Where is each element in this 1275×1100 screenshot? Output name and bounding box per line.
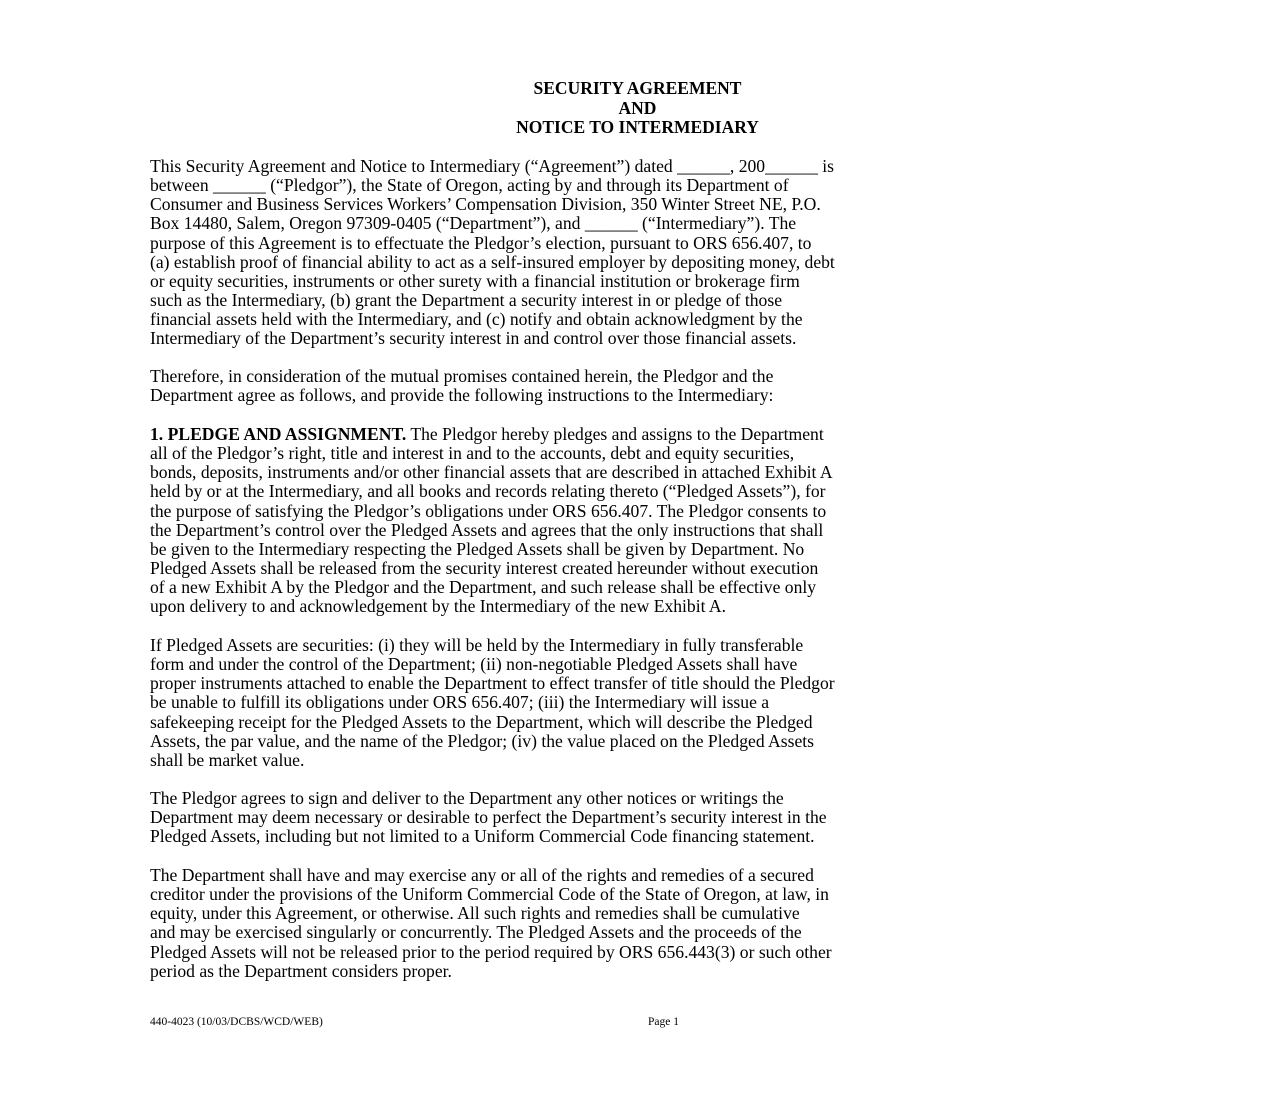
paragraph-text: The Pledgor hereby pledges and assigns to the Department <box>406 424 824 444</box>
paragraph-line: creditor under the provisions of the Uniform Commercial Code of the State of Oregon, at law, in <box>150 884 829 905</box>
intro-paragraph <box>150 157 1140 349</box>
title-line: SECURITY AGREEMENT <box>533 78 742 98</box>
paragraph-line: the Department’s control over the Pledged Assets and agrees that the only instructions that shall <box>150 519 824 540</box>
paragraph-line: purpose of this Agreement is to effectuate the Pledgor’s election, pursuant to ORS 656.407, to <box>150 232 812 253</box>
paragraph-line: equity, under this Agreement, or otherwise. All such rights and remedies shall be cumulative <box>150 903 800 924</box>
paragraph-line: between ______ (“Pledgor”), the State of Oregon, acting by and through its Department of <box>150 175 789 196</box>
paragraph-line: or equity securities, instruments or other surety with a financial institution or brokerage firm <box>150 270 800 291</box>
paragraph-line: bonds, deposits, instruments and/or other financial assets that are described in attached Exhibit A <box>150 462 833 483</box>
notices-paragraph <box>150 789 1140 846</box>
paragraph-line: Department may deem necessary or desirable to perfect the Department’s security interest in the <box>150 807 827 828</box>
paragraph-line: all of the Pledgor’s right, title and interest in and to the accounts, debt and equity securities, <box>150 443 795 464</box>
paragraph-line: (a) establish proof of financial ability to act as a self-insured employer by depositing money, debt <box>150 251 835 272</box>
paragraph-line: held by or at the Intermediary, and all books and records relating thereto (“Pledged Assets”), for <box>150 481 826 502</box>
paragraph-line: the purpose of satisfying the Pledgor’s obligations under ORS 656.407. The Pledgor consents to <box>150 500 827 521</box>
title-line: AND <box>618 97 657 118</box>
paragraph-line: Pledged Assets shall be released from the security interest created hereunder without execution <box>150 558 819 579</box>
paragraph-line: of a new Exhibit A by the Pledgor and the Department, and such release shall be effective only <box>150 577 817 598</box>
paragraph-line: financial assets held with the Intermediary, and (c) notify and obtain acknowledgment by the <box>150 309 803 330</box>
paragraph-line: Therefore, in consideration of the mutual promises contained herein, the Pledgor and the <box>150 366 774 386</box>
paragraph-line: Consumer and Business Services Workers’ Compensation Division, 350 Winter Street NE, P.O. <box>150 194 821 215</box>
paragraph-line: If Pledged Assets are securities: (i) they will be held by the Intermediary in fully transferable <box>150 635 804 655</box>
remedies-paragraph <box>150 866 1140 981</box>
paragraph-line: Intermediary of the Department’s security interest in and control over those financial assets. <box>150 328 797 349</box>
paragraph-line: such as the Intermediary, (b) grant the Department a security interest in or pledge of those <box>150 290 783 311</box>
paragraph-line: form and under the control of the Department; (ii) non-negotiable Pledged Assets shall have <box>150 654 798 675</box>
section-heading: 1. PLEDGE AND ASSIGNMENT. <box>150 424 407 444</box>
footer-page-number: Page 1 <box>648 1016 679 1028</box>
paragraph-line: proper instruments attached to enable the Department to effect transfer of title should the Pledgor <box>150 673 835 694</box>
paragraph-line: shall be market value. <box>150 749 305 770</box>
paragraph-line: Box 14480, Salem, Oregon 97309-0405 (“Department”), and ______ (“Intermediary”). The <box>150 213 797 234</box>
securities-paragraph <box>150 636 1140 770</box>
paragraph-line: safekeeping receipt for the Pledged Assets to the Department, which will describe the Pledged <box>150 711 813 732</box>
paragraph-line: and may be exercised singularly or concurrently. The Pledged Assets and the proceeds of the <box>150 922 802 943</box>
paragraph-line: This Security Agreement and Notice to Intermediary (“Agreement”) dated ______, 200______ is <box>150 156 834 176</box>
document-title <box>0 79 1275 138</box>
paragraph-line: be given to the Intermediary respecting the Pledged Assets shall be given by Department. No <box>150 538 805 559</box>
pledge-section <box>150 425 1140 617</box>
paragraph-line: upon delivery to and acknowledgement by the Intermediary of the new Exhibit A. <box>150 596 727 617</box>
footer-form-code: 440-4023 (10/03/DCBS/WCD/WEB) <box>150 1016 323 1028</box>
paragraph-line <box>150 425 1140 444</box>
title-line: NOTICE TO INTERMEDIARY <box>516 117 759 137</box>
consideration-paragraph <box>150 367 1140 405</box>
paragraph-line: Pledged Assets will not be released prior to the period required by ORS 656.443(3) or such other <box>150 941 832 962</box>
paragraph-line: Assets, the par value, and the name of the Pledgor; (iv) the value placed on the Pledged Assets <box>150 730 814 751</box>
paragraph-line: The Pledgor agrees to sign and deliver to the Department any other notices or writings the <box>150 788 784 808</box>
paragraph-line: period as the Department considers proper. <box>150 960 452 981</box>
paragraph-line: Department agree as follows, and provide the following instructions to the Intermediary: <box>150 385 774 406</box>
paragraph-line: be unable to fulfill its obligations under ORS 656.407; (iii) the Intermediary will issue a <box>150 692 770 713</box>
paragraph-line: Pledged Assets, including but not limited to a Uniform Commercial Code financing statement. <box>150 826 815 847</box>
paragraph-line: The Department shall have and may exercise any or all of the rights and remedies of a secured <box>150 865 814 885</box>
